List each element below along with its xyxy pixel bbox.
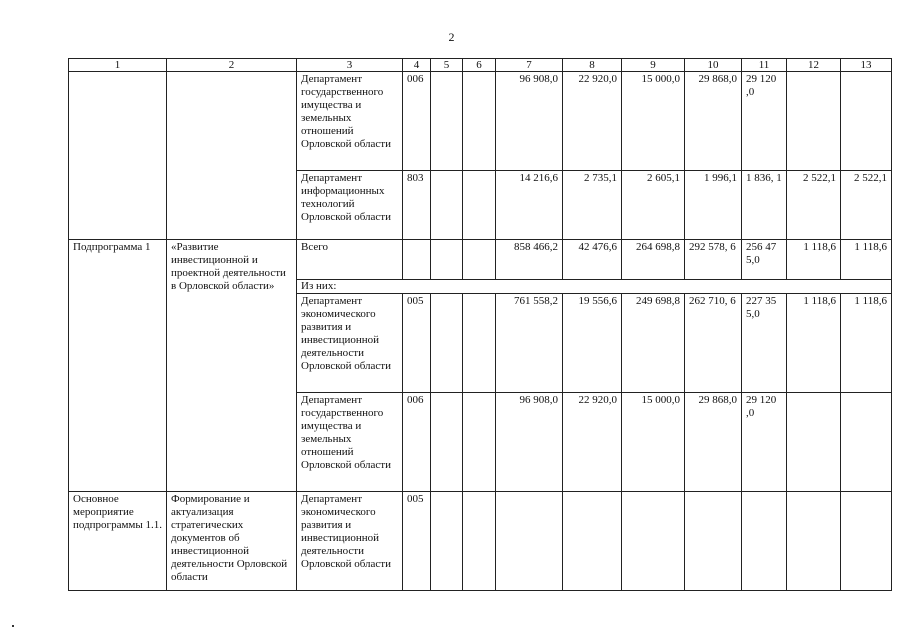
cell [463,492,496,591]
column-header: 7 [496,59,563,72]
amount-cell: 858 466,2 [496,240,563,280]
amount-cell: 1 118,6 [787,240,841,280]
cell [463,171,496,240]
amount-cell: 14 216,6 [496,171,563,240]
cell [463,72,496,171]
amount-cell: 264 698,8 [622,240,685,280]
amount-cell: 256 47 5,0 [742,240,787,280]
column-header: 2 [167,59,297,72]
subheading-cell: Из них: [297,280,892,294]
column-header: 1 [69,59,167,72]
table-row [69,72,892,171]
cell [463,393,496,492]
code-cell [403,240,431,280]
amount-cell: 2 522,1 [787,171,841,240]
amount-cell [685,492,742,591]
amount-cell [622,492,685,591]
program-name-cell: Формирование и актуализация стратегических документов об инвестиционной деятельности Орловской области [167,492,297,591]
amount-cell [742,492,787,591]
executor-cell: Всего [297,240,403,280]
cell [431,240,463,280]
amount-cell [841,492,892,591]
scan-speck [12,625,14,627]
table-row [69,492,892,591]
column-header: 9 [622,59,685,72]
cell [431,393,463,492]
column-header: 11 [742,59,787,72]
amount-cell [563,492,622,591]
amount-cell: 227 35 5,0 [742,294,787,393]
cell [431,171,463,240]
amount-cell: 29 868,0 [685,393,742,492]
program-name-cell: «Развитие инвестиционной и проектной деятельности в Орловской области» [167,240,297,492]
amount-cell: 1 118,6 [841,294,892,393]
program-cell [69,72,167,240]
cell [431,492,463,591]
code-cell: 006 [403,72,431,171]
amount-cell: 1 996,1 [685,171,742,240]
amount-cell [496,492,563,591]
amount-cell: 1 118,6 [841,240,892,280]
column-header: 5 [431,59,463,72]
amount-cell: 1 836, 1 [742,171,787,240]
amount-cell: 42 476,6 [563,240,622,280]
page-number: 2 [448,30,455,44]
amount-cell [787,72,841,171]
amount-cell [841,393,892,492]
header-row [69,59,892,72]
amount-cell: 19 556,6 [563,294,622,393]
amount-cell: 15 000,0 [622,72,685,171]
column-header: 4 [403,59,431,72]
amount-cell [787,393,841,492]
amount-cell: 761 558,2 [496,294,563,393]
amount-cell: 2 605,1 [622,171,685,240]
code-cell: 803 [403,171,431,240]
amount-cell: 29 868,0 [685,72,742,171]
cell [463,240,496,280]
column-header: 13 [841,59,892,72]
amount-cell [841,72,892,171]
executor-cell: Департамент государственного имущества и земельных отношений Орловской области [297,72,403,171]
column-header: 3 [297,59,403,72]
program-name-cell [167,72,297,240]
amount-cell [787,492,841,591]
column-header: 8 [563,59,622,72]
program-cell: Подпрограмма 1 [69,240,167,492]
amount-cell: 292 578, 6 [685,240,742,280]
column-header: 12 [787,59,841,72]
executor-cell: Департамент информационных технологий Орловской области [297,171,403,240]
amount-cell: 2 522,1 [841,171,892,240]
amount-cell: 1 118,6 [787,294,841,393]
executor-cell: Департамент экономического развития и инвестиционной деятельности Орловской области [297,294,403,393]
cell [431,294,463,393]
amount-cell: 22 920,0 [563,393,622,492]
program-cell: Основное мероприятие подпрограммы 1.1. [69,492,167,591]
amount-cell: 2 735,1 [563,171,622,240]
cell [463,294,496,393]
amount-cell: 262 710, 6 [685,294,742,393]
code-cell: 005 [403,492,431,591]
amount-cell: 96 908,0 [496,72,563,171]
budget-table [68,58,892,591]
amount-cell: 15 000,0 [622,393,685,492]
cell [431,72,463,171]
column-header: 6 [463,59,496,72]
executor-cell: Департамент государственного имущества и земельных отношений Орловской области [297,393,403,492]
table-row [69,240,892,280]
amount-cell: 22 920,0 [563,72,622,171]
amount-cell: 29 120 ,0 [742,72,787,171]
code-cell: 005 [403,294,431,393]
amount-cell: 96 908,0 [496,393,563,492]
amount-cell: 249 698,8 [622,294,685,393]
column-header: 10 [685,59,742,72]
code-cell: 006 [403,393,431,492]
executor-cell: Департамент экономического развития и инвестиционной деятельности Орловской области [297,492,403,591]
amount-cell: 29 120 ,0 [742,393,787,492]
